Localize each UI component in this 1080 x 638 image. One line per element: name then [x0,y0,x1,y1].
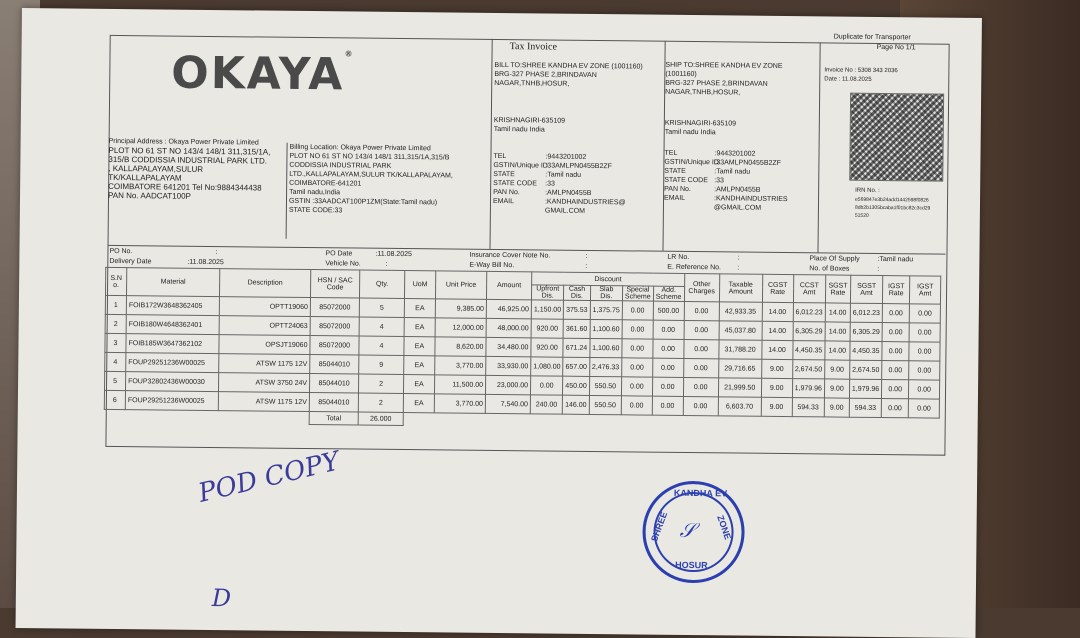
cell-taxable: 42,933.35 [719,302,762,321]
cell-material: FOIB180W4648362401 [126,315,219,335]
ship-to-block [661,41,821,253]
copy-label: Duplicate for Transporter [833,33,911,42]
cell-cash: 450.00 [563,376,590,395]
cell-hsn: 85044010 [309,393,358,413]
col-cash: Cash Dis. [564,285,591,300]
billing-state-code: STATE CODE:33 [288,206,343,215]
po-no-label: PO No. [109,247,133,256]
cell-upfront: 240.00 [530,395,562,414]
stamp-top-text: KANDHA EV [673,487,728,499]
cell-desc: ATSW 1175 12V [219,354,310,374]
cell-slab: 550.50 [589,395,621,414]
bill-pan-label: PAN No. [493,188,520,197]
cell-amount: 23,000.00 [485,375,530,394]
ship-to-line5: KRISHNAGIRI-635109 [664,119,737,128]
qr-code [849,93,944,182]
cell-add: 0.00 [652,358,683,377]
cell-slab: 550.50 [589,376,621,395]
cell-sn: 5 [105,371,126,390]
cell-add: 0.00 [653,320,684,339]
cell-other: 0.00 [683,358,718,377]
cell-sn: 1 [105,295,126,314]
items-table [104,267,942,432]
principal-address: Principal Address : Okaya Power Private Limited [108,137,259,147]
place-label: Place Of Supply [809,255,860,263]
cell-sgst_a: 1,979.96 [849,379,881,398]
po-date-label: PO Date [325,250,353,258]
cell-desc: ATSW 3750 24V [218,373,309,393]
invoice-date: Date : 11.08.2025 [824,76,872,83]
stamp-right-text: ZONE [715,513,733,541]
col-add: Add. Scheme [653,286,684,301]
bill-state-code-label: STATE CODE [493,179,537,188]
cell-upfront: 920.00 [531,319,563,338]
ship-tel: :9443201002 [714,150,756,158]
cell-cgst_r: 14.00 [761,340,792,359]
cell-desc: OPTT19060 [219,297,310,317]
bill-tel-label: TEL [493,152,507,161]
cell-qty: 9 [359,355,404,374]
cell-other: 0.00 [683,396,718,415]
cell-uom: EA [403,375,434,394]
cell-igst_a: 0.00 [909,304,940,323]
company-stamp [642,481,745,584]
cell-hsn: 85072000 [310,317,359,337]
cell-unit: 12,000.00 [435,318,486,338]
stamp-signature: 𝒮 [679,517,696,543]
bill-to-line1: BILL TO:SHREE KANDHA EV ZONE (1001160) [494,61,643,71]
total-qty: 26.000 [358,412,403,425]
insurance: : [585,252,588,260]
invoice-number: Invoice No : 5308 343 2036 [824,67,898,75]
bill-state-code: :33 [545,180,555,188]
col-description: Description [219,269,310,298]
cell-sn: 3 [105,333,126,352]
bill-to-line5: Tamil nadu India [493,125,545,134]
cell-cgst_a: 1,979.96 [792,379,824,398]
cell-special: 0.00 [622,320,653,339]
col-sgst-amt: SGST Amt [850,275,883,303]
boxes-label: No. of Boxes [809,265,850,273]
cell-slab: 1,100.60 [590,338,622,357]
cell-taxable: 21,999.50 [718,378,761,397]
cell-sn: 6 [104,390,125,409]
bill-gstin-label: GSTIN/Unique ID [493,161,548,170]
logo-trademark: ® [344,49,355,59]
cell-cgst_r: 9.00 [761,397,792,416]
ref: : [737,264,740,272]
cell-sgst_r: 9.00 [825,360,850,379]
billing-line4: COIMBATORE-641201 [289,179,362,188]
cell-amount: 46,925.00 [486,299,531,318]
billing-line0: Billing Location: Okaya Power Private Limited [289,143,431,153]
bill-to-line3: NAGAR,TNHB,HOSUR, [494,79,570,88]
cell-desc: OPSJT19060 [219,335,310,355]
vehicle: : [385,260,388,268]
stamp-bottom-text: HOSUR [675,559,708,571]
document-title: Tax Invoice [509,41,558,53]
seller-pan: PAN No. AADCAT100P [107,190,191,201]
cell-unit: 9,385.00 [435,299,486,319]
seller-line1: PLOT NO 61 ST NO 143/4 148/1 311,315/1A, [108,145,271,157]
cell-add: 0.00 [652,377,683,396]
cell-igst_a: 0.00 [908,399,939,418]
bill-pan: :AMLPN0455B [545,189,592,197]
cell-add: 0.00 [652,339,683,358]
seller-line5: COIMBATORE 641201 [108,181,191,192]
bill-to-line4: KRISHNAGIRI-635109 [493,116,566,125]
cell-qty: 5 [359,298,404,317]
invoice-paper [16,8,982,638]
billing-line2: CODDISSIA INDUSTRIAL PARK [289,161,392,170]
cell-cgst_r: 9.00 [761,359,792,378]
cell-hsn: 85072000 [310,336,359,356]
bill-state-label: STATE [493,170,515,179]
irn-value3: 51520 [854,212,869,219]
cell-amount: 7,540.00 [485,394,530,413]
lr: : [737,254,740,262]
col-hsn: HSN / SAC Code [310,270,359,299]
cell-cash: 361.60 [563,319,590,338]
eway: : [585,262,588,270]
cell-sn: 2 [105,314,126,333]
insurance-label: Insurance Cover Note No. [469,251,551,260]
page-number: Page No 1/1 [876,43,916,52]
cell-igst_r: 0.00 [882,304,909,323]
col-upfront: Upfront Dis. [531,285,563,300]
place: :Tamil nadu [877,255,914,264]
cell-amount: 48,000.00 [486,318,531,337]
bill-to-line2: BRG-327 PHASE 2,BRINDAVAN [494,70,597,80]
cell-cgst_a: 594.33 [792,398,824,417]
cell-cgst_r: 14.00 [762,321,793,340]
cell-slab: 2,476.33 [589,357,621,376]
cell-special: 0.00 [621,396,652,415]
cell-unit: 3,770.00 [434,394,485,414]
cell-taxable: 6,603.70 [718,397,761,416]
cell-uom: EA [403,394,434,413]
cell-other: 0.00 [684,320,719,339]
cell-cgst_a: 4,450.35 [792,341,824,360]
delivery-date-label: Delivery Date [109,257,152,266]
cell-material: FOIB185W3647362102 [126,334,219,354]
handwritten-pod-copy: POD COPY [195,446,343,509]
col-slab: Slab Dis. [590,285,622,300]
cell-hsn: 85072000 [310,298,359,318]
cell-sgst_a: 2,674.50 [850,360,882,379]
cell-slab: 1,375.75 [590,300,622,319]
ship-to-line6: Tamil nadu India [664,128,716,137]
ship-to-line1: SHIP TO:SHREE KANDHA EV ZONE [665,61,783,70]
billing-line1: PLOT NO 61 ST NO 143/4 148/1 311,315/1A,315/B [289,152,450,162]
col-cgst-amt: CCST Amt [793,275,826,303]
logo-text: OKAYA [171,47,345,101]
cell-igst_r: 0.00 [881,399,908,418]
ship-tel-label: TEL [664,149,678,157]
eway-label: E-Way Bill No. [469,261,515,270]
bill-gstin: :33AMLPN0455B2ZF [545,162,612,171]
cell-sgst_a: 4,450.35 [850,341,882,360]
cell-cash: 657.00 [563,357,590,376]
cell-sgst_r: 14.00 [825,322,850,341]
ship-state-label: STATE [664,167,686,175]
billing-location [286,143,494,241]
total-spacer [104,409,309,424]
okaya-logo [171,48,355,101]
cell-material: FOIB172W3648362405 [126,296,219,316]
col-other: Other Charges [684,273,719,301]
cell-special: 0.00 [622,358,653,377]
stamp-left-text: SHREE [648,510,670,543]
delivery-date: :11.08.2025 [187,258,224,267]
cell-igst_a: 0.00 [909,342,940,361]
cell-material: FOUP29251236W00025 [125,391,218,411]
cell-uom: EA [404,299,435,318]
ship-pan-label: PAN No. [664,185,691,194]
irn-label: IRN No. : [855,187,880,194]
col-igst-amt: IGST Amt [910,276,941,304]
cell-sn: 4 [105,352,126,371]
cell-hsn: 85044010 [309,374,358,394]
billing-line3: LTD.,KALLAPALAYAM,SULUR TK/KALLAPALAYAM, [289,170,453,180]
cell-igst_r: 0.00 [882,342,909,361]
vehicle-label: Vehicle No. [325,260,361,268]
bill-tel: :9443201002 [545,153,587,161]
cell-upfront: 1,150.00 [531,300,563,319]
cell-sgst_r: 9.00 [824,379,849,398]
invoice-info-block [817,42,948,253]
cell-desc: ATSW 1175 12V [218,392,309,412]
seller-address [108,137,287,202]
cell-taxable: 29,716.65 [718,359,761,378]
irn-value1: e569847e3b24add1442598f0826 [855,196,929,204]
billing-line5: Tamil nadu,India [289,188,341,197]
cell-material: FOUP32802436W00030 [125,372,218,392]
cell-qty: 2 [358,374,403,393]
col-qty: Qty. [359,270,404,298]
cell-upfront: 0.00 [530,376,562,395]
ship-gstin: :33AMLPN0455B2ZF [714,159,781,167]
cell-unit: 3,770.00 [435,356,486,376]
cell-taxable: 31,788.20 [718,340,761,359]
cell-cgst_a: 6,305.29 [793,322,825,341]
po-no: : [215,249,218,257]
cell-material: FOUP29251236W00025 [126,353,219,373]
po-date: :11.08.2025 [375,250,412,259]
cell-cgst_a: 6,012.23 [793,303,825,322]
cell-cgst_r: 9.00 [761,378,792,397]
ship-state-code-label: STATE CODE [664,176,708,185]
cell-hsn: 85044010 [310,355,359,375]
col-sgst-rate: SGST Rate [825,275,850,303]
ref-label: E. Reference No. [667,263,722,272]
cell-sgst_r: 14.00 [825,303,850,322]
col-amount: Amount [486,271,531,299]
cell-sgst_r: 9.00 [824,398,849,417]
cell-qty: 4 [359,317,404,336]
ship-to-line4: NAGAR,TNHB,HOSUR, [665,88,741,97]
handwritten-mark: D [211,584,232,613]
cell-cash: 146.00 [563,395,590,414]
ship-email: :KANDHAINDUSTRIES [714,195,788,204]
cell-amount: 33,930.00 [486,356,531,375]
cell-sgst_r: 14.00 [825,341,850,360]
cell-add: 0.00 [652,396,683,415]
cell-special: 0.00 [622,339,653,358]
cell-sgst_a: 6,012.23 [850,303,882,322]
cell-desc: OPTT24063 [219,316,310,336]
cell-taxable: 45,037.80 [719,321,762,340]
cell-unit: 11,500.00 [434,375,485,395]
ship-gstin-label: GSTIN/Unique ID [664,158,719,167]
cell-uom: EA [404,337,435,356]
cell-uom: EA [404,356,435,375]
cell-igst_a: 0.00 [909,361,940,380]
cell-qty: 2 [358,393,403,412]
seller-line4: TK/KALLAPALAYAM [108,172,182,183]
col-unit-price: Unit Price [435,271,486,300]
cell-igst_r: 0.00 [882,361,909,380]
cell-cash: 375.53 [564,300,591,319]
ship-pan: :AMLPN0455B [714,186,761,194]
cell-igst_a: 0.00 [909,380,940,399]
col-igst-rate: IGST Rate [883,276,910,304]
lr-label: LR No. [667,253,690,262]
cell-cash: 671.24 [563,338,590,357]
cell-upfront: 1,080.00 [531,357,563,376]
cell-upfront: 920.00 [531,338,563,357]
billing-gstin: GSTIN :33AADCAT100P1ZM(State:Tamil nadu) [288,197,438,207]
seller-line2: 315/B CODDISSIA INDUSTRIAL PARK LTD. [108,154,268,166]
irn-value2: 8db2b1305bcaba1f01bc82c3cd29 [854,204,931,212]
total-label: Total [309,412,358,426]
cell-unit: 8,620.00 [435,337,486,357]
ship-state: :Tamil nadu [714,168,751,176]
bill-state: :Tamil nadu [545,171,582,179]
cell-qty: 4 [359,336,404,355]
ship-email2: @GMAIL.COM [713,204,762,212]
ship-email-label: EMAIL [664,194,686,202]
cell-add: 500.00 [653,301,684,320]
seller-tel: Tel No:9884344438 [192,182,262,193]
col-uom: UoM [404,271,435,299]
cell-uom: EA [404,318,435,337]
cell-igst_a: 0.00 [909,323,940,342]
cell-other: 0.00 [683,377,718,396]
boxes: : [877,265,880,273]
col-material: Material [126,268,219,297]
ship-state-code: :33 [714,177,724,185]
cell-slab: 1,100.60 [590,319,622,338]
cell-special: 0.00 [621,377,652,396]
cell-other: 0.00 [683,339,718,358]
bill-email-label: EMAIL [492,197,515,206]
cell-igst_r: 0.00 [882,380,909,399]
col-special: Special Scheme [622,286,653,301]
cell-sgst_a: 594.33 [849,398,881,417]
cell-cgst_a: 2,674.50 [792,360,824,379]
col-cgst-rate: CGST Rate [762,274,793,302]
col-sn: S.N o. [105,267,126,295]
ship-to-line2: (1001160) [665,70,697,79]
cell-amount: 34,480.00 [486,337,531,356]
cell-sgst_a: 6,305.29 [850,322,882,341]
cell-special: 0.00 [622,301,653,320]
bill-email2: GMAIL.COM [544,207,585,215]
col-discount: Discount [532,272,685,287]
bill-to-block [490,39,666,251]
seller-line3: , KALLAPALAYAM,SULUR [108,163,204,174]
bill-email: :KANDHAINDUSTRIES@ [544,198,626,207]
cell-igst_r: 0.00 [882,323,909,342]
cell-other: 0.00 [684,301,719,320]
col-taxable: Taxable Amount [719,274,762,302]
cell-cgst_r: 14.00 [762,302,793,321]
ship-to-line3: BRG-327 PHASE 2,BRINDAVAN [665,79,768,88]
